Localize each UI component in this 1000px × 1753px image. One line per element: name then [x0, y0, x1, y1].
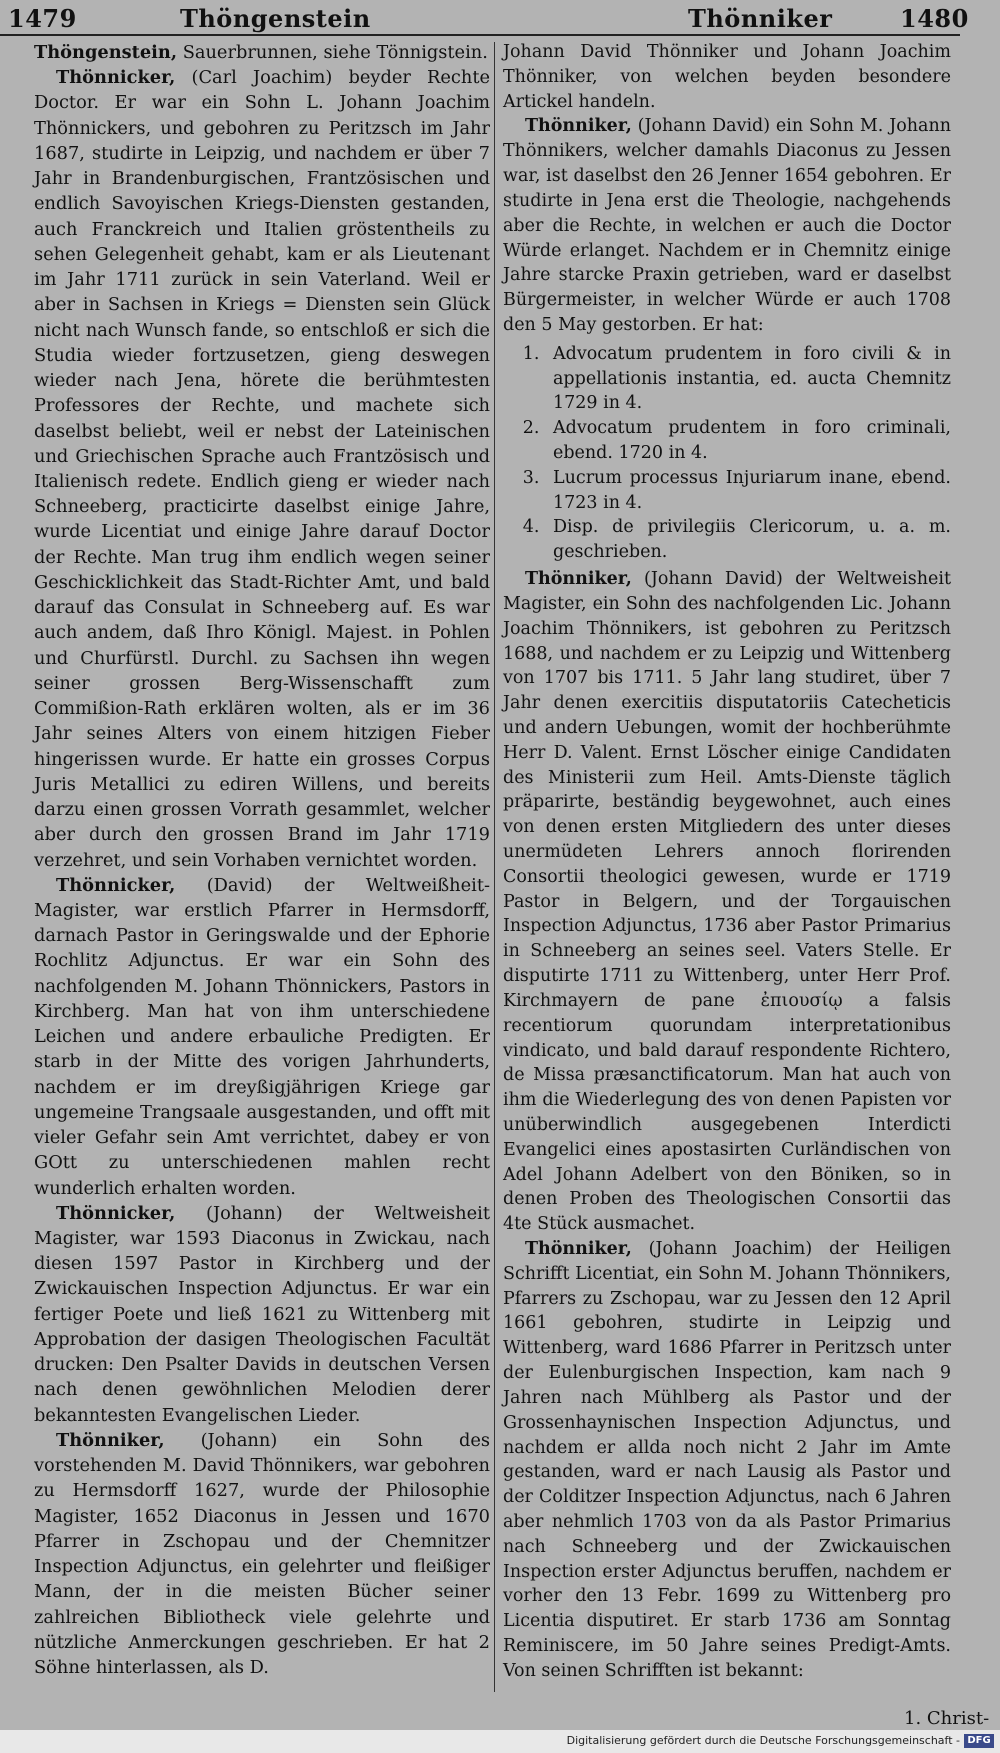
dfg-logo: DFG — [964, 1734, 994, 1748]
running-head-left: Thöngenstein — [180, 4, 371, 33]
entry-continuation: Johann David Thönniker und Johann Joachim Thönniker, von welchen beyden besondere Artickel handeln. — [503, 42, 951, 112]
entry-text: (Carl Joachim) beyder Rechte Doctor. Er war ein Sohn L. Johann Joachim Thönnickers, und gebohren zu Peritzsch im Jahr 1687, studirte in Leipzig, und nachdem er über 7 Jahr in Brandenburgischen, Frantzösischen und endlich Savoyischen Kriegs-Diensten gestanden, auch Franckreich und Italien gröstentheils zu sehen Gelegenheit gehabt, kam er als Lieutenant im Jahr 1711 zurück in sein Vaterland. Weil er aber in Sachsen in Kriegs = Diensten sein Glück nicht nach Wunsch fande, so entschloß er sich die Studia wieder fortzusetzen, gieng deswegen wieder nach Jena, hörete die berühmtesten Professores der Rechte, und machete sich daselbst beliebt, weil er nebst der Lateinischen und Griechischen Sprache auch Frantzösisch und Italienisch redete. Endlich gieng er wieder nach Schneeberg, practicirte daselbst einige Jahre, wurde Licentiat und einige Jahre darauf Doctor der Rechte. Man trug ihm endlich wegen seiner Geschicklichkeit das Stadt-Richter Amt, und bald darauf das Consulat in Schneeberg auf. Es war auch andem, daß Ihro Königl. Majest. in Pohlen und Churfürstl. Durchl. zu Sachsen ihn wegen seiner grossen Berg-Wissenschafft zum Commißion-Rath erklären wolten, als er im 36 Jahr seines Alters von einem hitzigen Fieber hingerissen wurde. Er hatte ein grosses Corpus Juris Metallici zu ediren Willens, und bereits darzu einen grossen Vorrath gesammlet, welcher aber durch den grossen Brand im Jahr 1719 verzehret, und sein Vorhaben vernichtet worden. — [34, 67, 490, 871]
left-column — [34, 40, 490, 1680]
entry-text: (Johann) der Weltweisheit Magister, war 1593 Diaconus in Zwickau, nach diesen 1597 Pastor in Kirchberg und der Zwickauischen Inspection Adjunctus. Er war ein fertiger Poete und ließ 1621 zu Wittenberg mit Approbation der dasigen Theologischen Facultät drucken: Den Psalter Davids in deutschen Versen nach denen gewöhnlichen Melodien derer bekanntesten Evangelischen Lieder. — [34, 1202, 490, 1426]
entry-text: (David) der Weltweißheit-Magister, war erstlich Pfarrer in Hermsdorff, darnach Pastor in Geringswalde und der Ephorie Rochlitz Adjunctus. Er war ein Sohn des nachfolgenden M. Johann Thönnickers, Pastors in Kirchberg. Man hat von ihm unterschiedene Leichen und andere erbauliche Predigten. Er starb in der Mitte des vorigen Jahrhunderts, nachdem er im dreyßigjährigen Kriege gar ungemeine Trangsaale ausgestanden, und offt mit vieler Gefahr sein Amt verrichtet, dabey er von GOtt zu unterschiedenen mahlen recht wunderlich erhalten worden. — [34, 874, 490, 1199]
header-rule — [0, 34, 960, 36]
catchword: 1. Christ- — [904, 1708, 990, 1729]
entry-johann-magister — [34, 1201, 490, 1428]
running-head-right: Thönniker — [688, 4, 833, 33]
entry-carl-joachim — [34, 65, 490, 873]
works-list-item: 1. Advocatum prudentem in foro civili & in appellationis instantia, ed. aucta Chemnitz 1729 in 4. — [545, 342, 951, 416]
entry-text: (Johann Joachim) der Heiligen Schrifft Licentiat, ein Sohn M. Johann Thönnikers, Pfarrers zu Zschopau, war zu Jessen den 12 April 1661 gebohren, studirte in Leipzig und Wittenberg, ward 1686 Pfarrer in Peritzsch unter der Eulenburgischen Inspection, kam nach 9 Jahren nach Mühlberg als Pastor und der Grossenhaynischen Inspection Adjunctus, und nachdem er allda noch nicht 2 Jahr im Amte gestanden, ward er nach Lausig als Pastor und der Colditzer Inspection Adjunctus, nach 6 Jahren aber nehmlich 1703 von da als Pastor Primarius nach Schneeberg und der Zwickauischen Inspection erster Adjunctus beruffen, nachdem er vorher den 13 Febr. 1699 zu Wittenberg pro Licentia disputiret. Er starb 1736 am Sonntag Reminiscere, im 50 Jahre seines Predigt-Amts. Von seinen Schrifften ist bekannt: — [503, 1239, 951, 1681]
entry-text: (Johann David) der Weltweisheit Magister, ein Sohn des nachfolgenden Lic. Johann Joachim Thönnikers, ist gebohren zu Peritzsch 1688, und nachdem er zu Leipzig und Wittenberg von 1707 bis 1711. 5 Jahr lang studiret, über 7 Jahr denen exercitiis disputatoriis Catecheticis und andern Uebungen, womit der hochberühmte Herr D. Valent. Ernst Löscher einige Candidaten des Ministerii zum Heil. Amts-Dienste täglich präparirte, beständig beygewohnet, auch eines von denen ersten Mitgliedern des unter dieses unermüdeten Lehrers annoch florirenden Consortii theologici gewesen, wurde er 1719 Pastor in Belgern, und der Torgauischen Inspection Adjunctus, 1736 aber Pastor Primarius in Schneeberg an seines seel. Vaters Stelle. Er disputirte 1711 zu Wittenberg, unter Herr Prof. Kirchmayern de pane ἐπιουσίῳ a falsis recentiorum quorundam interpretationibus vindicato, und bald darauf respondente Richtero, de Missa præsanctificatorum. Man hat auch von ihm die Wiederlegung des von denen Papisten vor unüberwindlich ausgegebenen Interdicti Evangelici eines apostasirten Curländischen von Adel Johann Adelbert von den Böniken, so in denen Proben des Theologischen Consortii das 4te Stück ausmachet. — [503, 569, 951, 1235]
works-list-item: 3. Lucrum processus Injuriarum inane, ebend. 1723 in 4. — [545, 466, 951, 516]
entry-johann-son — [34, 1428, 490, 1680]
entry-text: Sauerbrunnen, siehe Tönnigstein. — [177, 42, 488, 63]
entry-johann-david-doctor — [503, 114, 951, 337]
entry-headword: Thönniker, — [525, 1239, 632, 1259]
works-list-item: 4. Disp. de privilegiis Clericorum, u. a. m. geschrieben. — [545, 515, 951, 565]
page-header — [0, 0, 1000, 36]
entry-text: (Johann) ein Sohn des vorstehenden M. David Thönnikers, war gebohren zu Hermsdorff 1627, wurde der Philosophie Magister, 1652 Diaconus in Jessen und 1670 Pfarrer in Zschopau und der Chemnitzer Inspection Adjunctus, ein gelehrter und fleißiger Mann, der in die meisten Bücher seiner zahlreichen Bibliotheck viele gelehrte und nützliche Anmerckungen geschrieben. Er hat 2 Söhne hinterlassen, als D. — [34, 1429, 490, 1678]
entry-david — [34, 873, 490, 1201]
column-divider — [494, 42, 495, 1692]
funding-note: Digitalisierung gefördert durch die Deutsche Forschungsgemeinschaft - — [566, 1734, 960, 1747]
works-list-item: 2. Advocatum prudentem in foro criminali, ebend. 1720 in 4. — [545, 416, 951, 466]
entry-thoengenstein — [34, 40, 490, 65]
works-list — [503, 342, 951, 565]
digitization-footer — [0, 1730, 1000, 1753]
page-number-right: 1480 — [900, 4, 969, 33]
entry-text: (Johann David) ein Sohn M. Johann Thönnikers, welcher damahls Diaconus zu Jessen war, ist daselbst den 26 Jenner 1654 gebohren. Er studirte in Jena erst die Theologie, nachgehends aber die Rechte, in welchen er auch die Doctor Würde erlanget. Nachdem er in Chemnitz einige Jahre starcke Praxin getrieben, ward er daselbst Bürgermeister, in welcher Würde er auch 1708 den 5 May gestorben. Er hat: — [503, 116, 951, 335]
entry-headword: Thönnicker, — [56, 1202, 176, 1224]
entry-headword: Thönnicker, — [56, 67, 176, 89]
entry-johann-joachim — [503, 1237, 951, 1684]
entry-johann-david-magister — [503, 567, 951, 1237]
right-column — [503, 40, 951, 1684]
page-number-left: 1479 — [8, 4, 77, 33]
entry-headword: Thönniker, — [525, 569, 632, 590]
entry-headword: Thöngenstein, — [34, 42, 178, 63]
entry-headword: Thönniker, — [525, 116, 632, 137]
entry-headword: Thönnicker, — [56, 874, 176, 896]
entry-headword: Thönniker, — [56, 1429, 165, 1451]
